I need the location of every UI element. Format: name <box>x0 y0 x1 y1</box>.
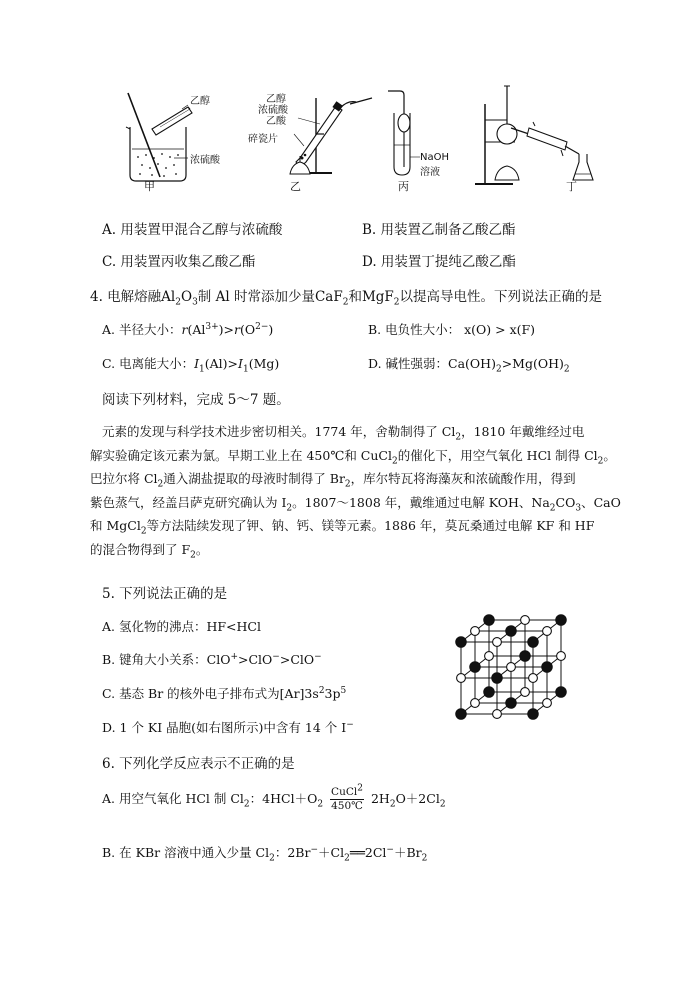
iodide-ion <box>456 637 466 647</box>
potassium-ion <box>529 674 538 683</box>
potassium-ion <box>471 627 480 636</box>
iodide-ion <box>456 709 466 719</box>
q6-option-b: B. 在 KBr 溶液中通入少量 $Cl_2$：$2Br^-+Cl_2══2Cl^-+Br_2$ <box>102 844 428 864</box>
potassium-ion <box>471 699 480 708</box>
iodide-ion <box>528 637 538 647</box>
caption-yi: 乙 <box>290 180 301 193</box>
reading-intro: 阅读下列材料，完成 5～7 题。 <box>102 392 290 408</box>
q4-option-a: A. 半径大小：$r(Al^{3+})>r(O^{2-})$ <box>102 321 274 337</box>
potassium-ion <box>507 663 516 672</box>
passage-line-1: 元素的发现与科学技术进步密切相关。1774 年，舍勒制得了 $Cl_2$，1810 年戴维经过电 <box>102 424 585 443</box>
q4-option-c: C. 电离能大小：$I_1(Al)>I_1(Mg)$ <box>102 356 280 375</box>
q5-option-a: A. 氢化物的沸点：HF<HCl <box>102 619 261 634</box>
label-yi-chips: 碎瓷片 <box>248 134 278 145</box>
caption-jia: 甲 <box>144 180 155 193</box>
label-acid-jia: 浓硫酸 <box>190 155 220 166</box>
q3-option-d: D. 用装置丁提纯乙酸乙酯 <box>362 254 516 270</box>
caption-ding: 丁 <box>566 180 577 193</box>
label-yi-acid: 浓硫酸 <box>258 105 288 116</box>
iodide-ion <box>556 615 566 625</box>
label-ethanol-jia: 乙醇 <box>190 96 210 107</box>
potassium-ion <box>543 627 552 636</box>
iodide-ion <box>556 687 566 697</box>
passage-line-4: 紫色蒸气，经盖吕萨克研究确认为 $I_2$。1807～1808 年，戴维通过电解 KOH、$Na_2CO_3$、CaO <box>90 494 621 513</box>
passage-line-5: 和 MgCl$_2$等方法陆续发现了钾、钠、钙、镁等元素。1886 年，莫瓦桑通过电解 KF 和 HF <box>90 518 595 537</box>
q3-option-c: C. 用装置丙收集乙酸乙酯 <box>102 254 256 270</box>
reaction-condition: $\frac{CuCl^2}{450℃}$ <box>331 783 363 812</box>
label-yi-acetic: 乙酸 <box>266 116 286 127</box>
potassium-ion <box>557 652 566 661</box>
passage-line-3: 巴拉尔将 $Cl_2$通入湖盐提取的母液时制得了 $Br_2$，库尔特瓦将海藻灰和浓硫酸作用，得到 <box>90 471 576 490</box>
potassium-ion <box>493 710 502 719</box>
figure-ding <box>475 78 615 188</box>
caption-bing: 丙 <box>398 180 409 193</box>
iodide-ion <box>484 687 494 697</box>
iodide-ion <box>542 662 552 672</box>
q6-stem: 6. 下列化学反应表示不正确的是 <box>102 756 295 772</box>
iodide-ion <box>470 662 480 672</box>
passage-line-2: 解实验确定该元素为氯。早期工业上在 450℃和 CuCl$_2$的催化下，用空气氧化 HCl 制得 $Cl_2$。 <box>90 447 616 466</box>
iodide-ion <box>492 673 502 683</box>
q5-option-c: C. 基态 Br 的核外电子排布式为$[Ar]3s^23p^5$ <box>102 685 347 701</box>
passage-line-6: 的混合物得到了 $F_2$。 <box>90 541 209 560</box>
q4-option-b: B. 电负性大小： x(O) > x(F) <box>368 322 536 337</box>
label-yi-ethanol: 乙醇 <box>266 94 286 105</box>
q3-option-b: B. 用装置乙制备乙酸乙酯 <box>362 222 516 238</box>
potassium-ion <box>493 638 502 647</box>
potassium-ion <box>457 674 466 683</box>
potassium-ion <box>543 699 552 708</box>
q4-option-d: D. 碱性强弱：$Ca(OH)_2>Mg(OH)_2$ <box>368 356 570 375</box>
q5-option-b: B. 键角大小关系：ClO+>ClO−>ClO− <box>102 651 322 667</box>
iodide-ion <box>506 698 516 708</box>
q3-option-a: A. 用装置甲混合乙醇与浓硫酸 <box>102 222 283 238</box>
label-solution: 溶液 <box>420 167 440 178</box>
q5-stem: 5. 下列说法正确的是 <box>102 586 228 602</box>
label-naoh: NaOH <box>420 152 449 163</box>
potassium-ion <box>521 688 530 697</box>
potassium-ion <box>521 616 530 625</box>
q6-option-a: A. 用空气氧化 HCl 制 $Cl_2$：$4HCl+O_2$ $\frac{CuCl^2}{450℃}$ $2H_2O+2Cl_2$ <box>102 783 446 812</box>
iodide-ion <box>520 651 530 661</box>
passage <box>90 420 630 561</box>
iodide-ion <box>506 626 516 636</box>
q5-option-d: D. 1 个 KI 晶胞(如右图所示)中含有 14 个 I− <box>102 719 354 735</box>
q4-stem: 4. 电解熔融$Al_2O_3$制 Al 时常添加少量CaF$_2$和MgF$_2$以提高导电性。下列说法正确的是 <box>90 289 603 308</box>
iodide-ion <box>528 709 538 719</box>
ki-crystal-cell-figure <box>455 610 565 720</box>
iodide-ion <box>484 615 494 625</box>
potassium-ion <box>485 652 494 661</box>
